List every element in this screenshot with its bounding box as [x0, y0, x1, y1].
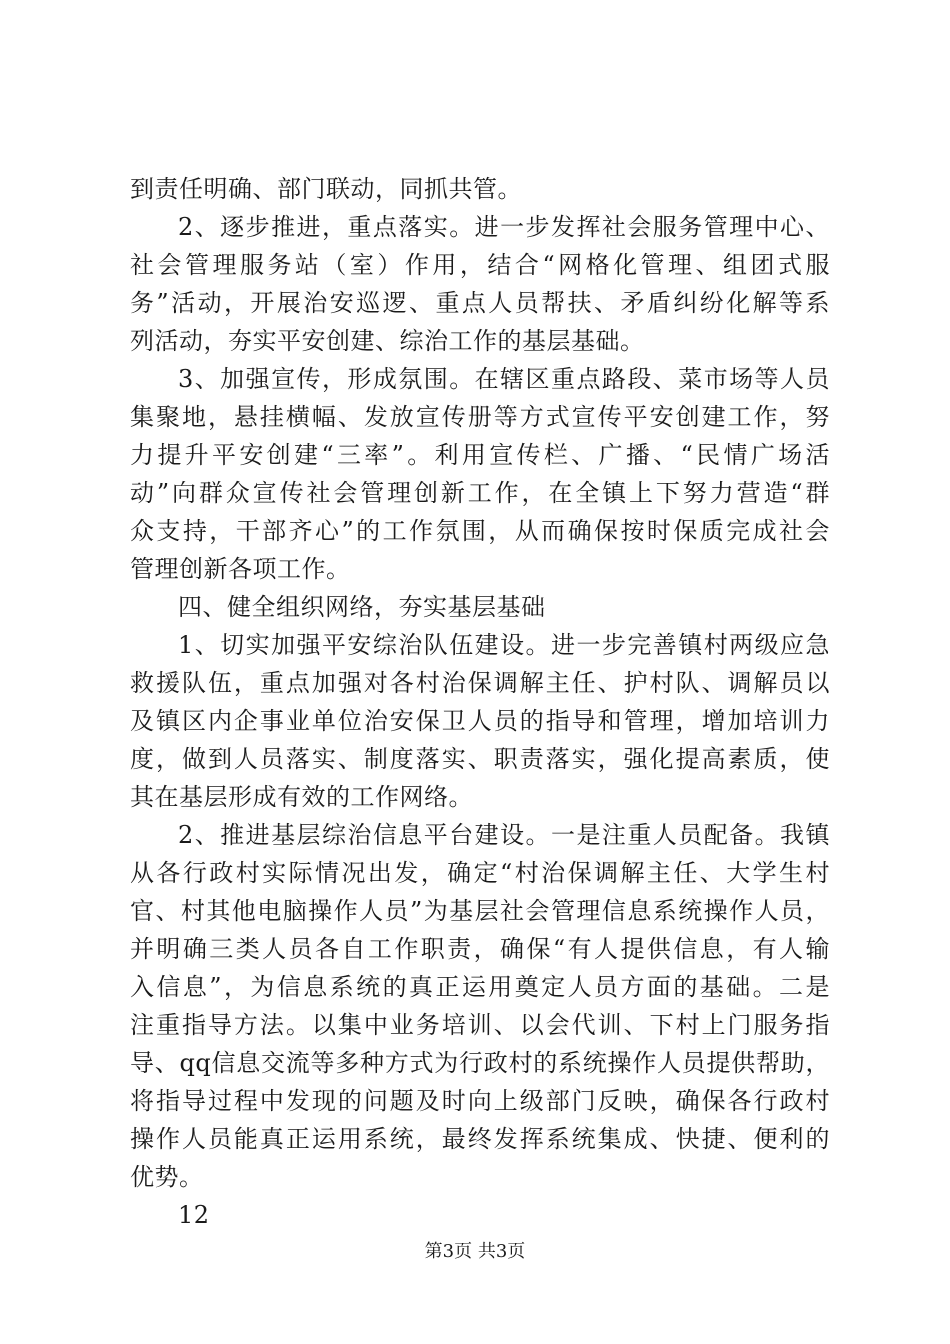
text-line: 导、qq信息交流等多种方式为行政村的系统操作人员提供帮助，: [130, 1049, 830, 1077]
text-line: 四、健全组织网络，夯实基层基础: [178, 593, 546, 621]
text-line: 到责任明确、部门联动，同抓共管。: [130, 175, 522, 203]
text-line: 列活动，夯实平安创建、综治工作的基层基础。: [130, 327, 645, 355]
text-line: 度，做到人员落实、制度落实、职责落实，强化提高素质，使: [130, 745, 830, 773]
text-line: 12: [178, 1201, 210, 1229]
text-line: 救援队伍，重点加强对各村治保调解主任、护村队、调解员以: [130, 669, 830, 697]
text-line: 管理创新各项工作。: [130, 555, 351, 583]
text-line: 务”活动，开展治安巡逻、重点人员帮扶、矛盾纠纷化解等系: [130, 289, 830, 317]
text-line: 众支持，干部齐心”的工作氛围，从而确保按时保质完成社会: [130, 517, 830, 545]
text-line: 并明确三类人员各自工作职责，确保“有人提供信息，有人输: [130, 935, 830, 963]
text-line: 其在基层形成有效的工作网络。: [130, 783, 473, 811]
text-line: 注重指导方法。以集中业务培训、以会代训、下村上门服务指: [130, 1011, 830, 1039]
text-line: 集聚地，悬挂横幅、发放宣传册等方式宣传平安创建工作，努: [130, 403, 830, 431]
text-line: 及镇区内企事业单位治安保卫人员的指导和管理，增加培训力: [130, 707, 830, 735]
text-line: 2、推进基层综治信息平台建设。一是注重人员配备。我镇: [178, 821, 830, 849]
text-line: 3、加强宣传，形成氛围。在辖区重点路段、菜市场等人员: [178, 365, 830, 393]
text-line: 从各行政村实际情况出发，确定“村治保调解主任、大学生村: [130, 859, 830, 887]
text-line: 优势。: [130, 1163, 204, 1191]
text-line: 操作人员能真正运用系统，最终发挥系统集成、快捷、便利的: [130, 1125, 830, 1153]
text-line: 入信息”，为信息系统的真正运用奠定人员方面的基础。二是: [130, 973, 830, 1001]
text-line: 力提升平安创建“三率”。利用宣传栏、广播、“民情广场活: [130, 441, 830, 469]
text-line: 2、逐步推进，重点落实。进一步发挥社会服务管理中心、: [178, 213, 830, 241]
text-line: 动”向群众宣传社会管理创新工作，在全镇上下努力营造“群: [130, 479, 830, 507]
text-line: 1、切实加强平安综治队伍建设。进一步完善镇村两级应急: [178, 631, 830, 659]
page-footer: 第3页 共3页: [424, 1241, 526, 1262]
document-body: [130, 170, 830, 1234]
text-line: 社会管理服务站（室）作用，结合“网格化管理、组团式服: [130, 251, 830, 279]
text-line: 将指导过程中发现的问题及时向上级部门反映，确保各行政村: [130, 1087, 830, 1115]
text-line: 官、村其他电脑操作人员”为基层社会管理信息系统操作人员，: [130, 897, 830, 925]
